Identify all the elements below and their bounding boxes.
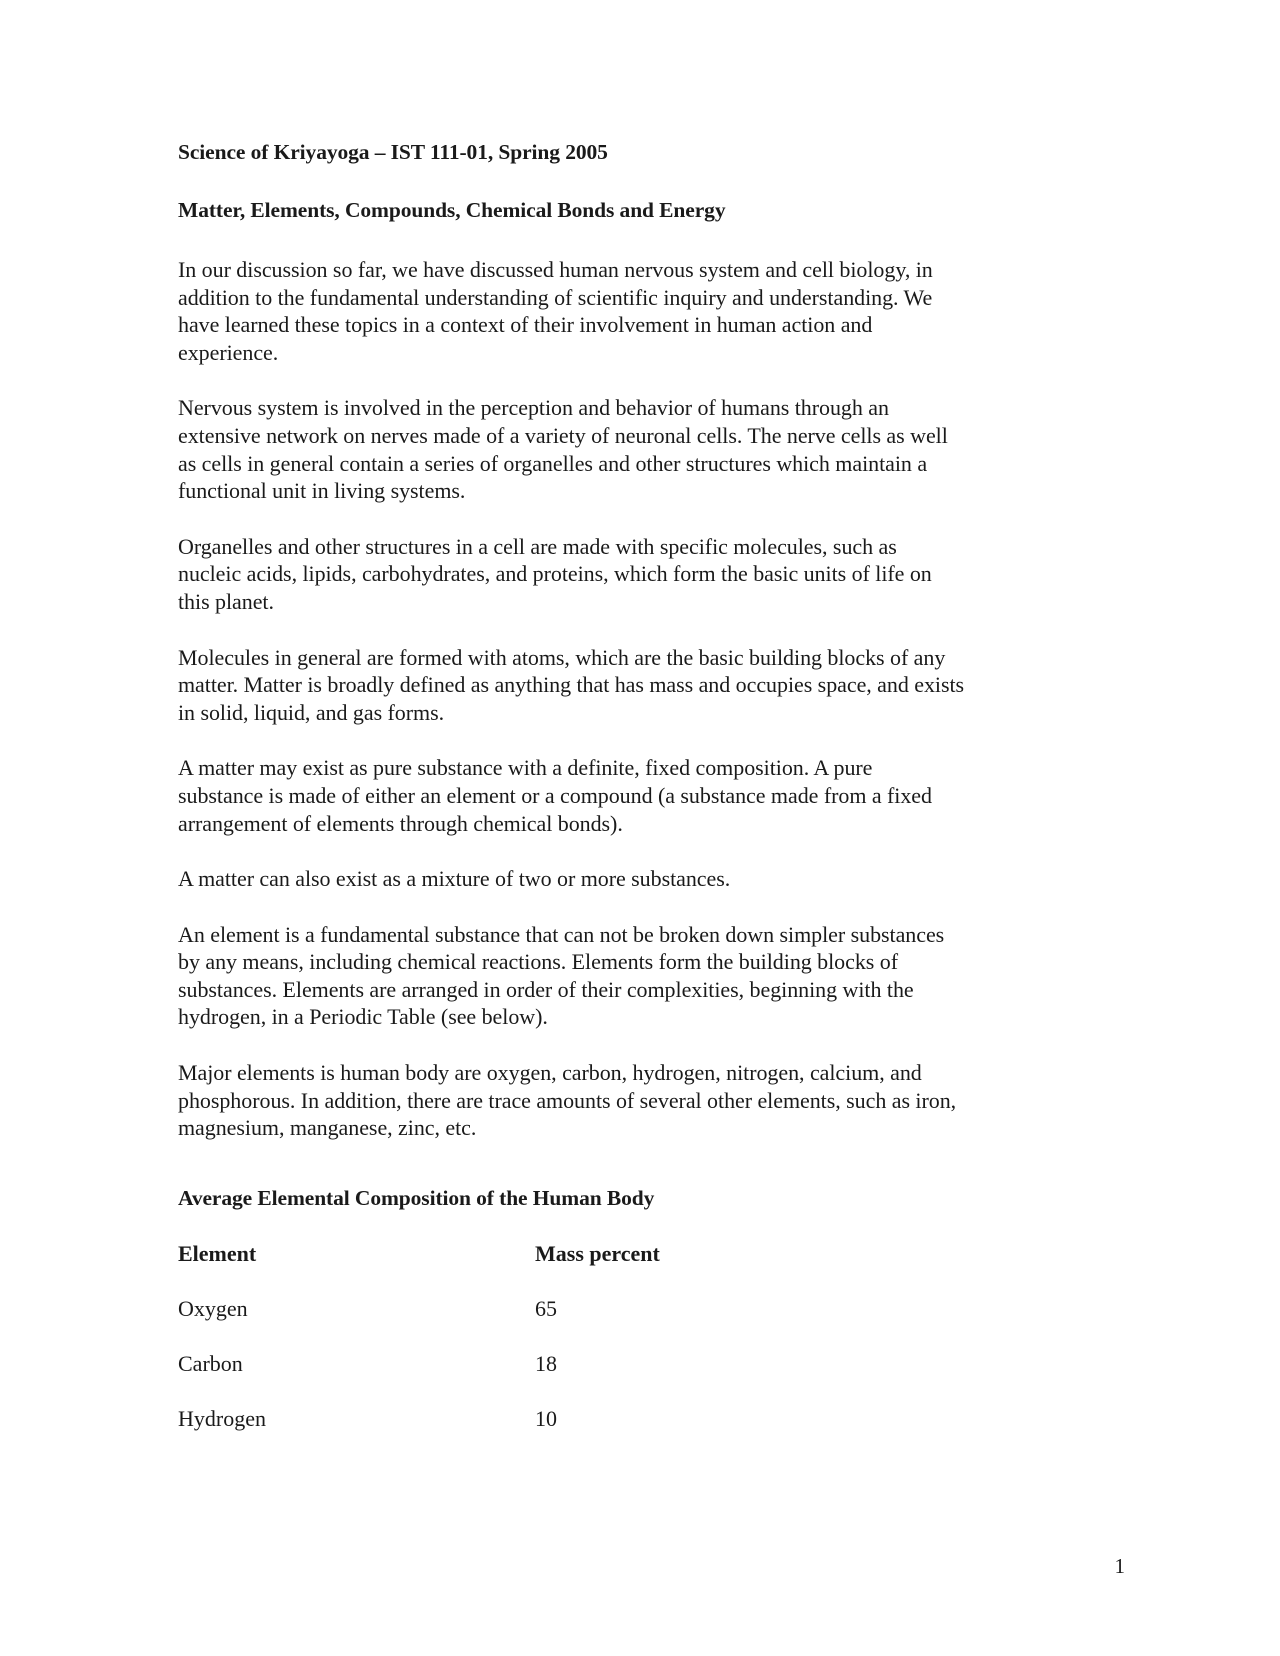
paragraph-line: matter. Matter is broadly defined as anything that has mass and occupies space, and exists [178, 672, 965, 698]
paragraph-8 [178, 1059, 1053, 1142]
paragraph-line: as cells in general contain a series of organelles and other structures which maintain a [178, 450, 928, 476]
cell-mass-percent: 18 [535, 1351, 557, 1377]
paragraph-line: functional unit in living systems. [178, 478, 466, 504]
paragraph-1 [178, 256, 1053, 366]
paragraph-line: Molecules in general are formed with atoms, which are the basic building blocks of any [178, 644, 946, 670]
paragraph-6 [178, 865, 1053, 893]
paragraph-line: in solid, liquid, and gas forms. [178, 699, 445, 725]
elemental-composition-table [178, 1240, 738, 1432]
table-row [178, 1405, 738, 1433]
paragraph-line: phosphorous. In addition, there are trace amounts of several other elements, such as iron, [178, 1087, 957, 1113]
paragraph-line: by any means, including chemical reactions. Elements form the building blocks of [178, 949, 898, 975]
column-header-element: Element [178, 1240, 257, 1266]
paragraph-3 [178, 533, 1053, 616]
paragraph-line: Organelles and other structures in a cell are made with specific molecules, such as [178, 533, 897, 559]
paragraph-line: addition to the fundamental understanding of scientific inquiry and understanding. We [178, 284, 933, 310]
paragraph-line: substances. Elements are arranged in order of their complexities, beginning with the [178, 976, 914, 1002]
paragraph-7 [178, 921, 1053, 1031]
cell-element: Oxygen [178, 1296, 248, 1322]
paragraph-line: arrangement of elements through chemical bonds). [178, 810, 623, 836]
cell-element: Hydrogen [178, 1405, 266, 1431]
paragraph-line: A matter can also exist as a mixture of two or more substances. [178, 866, 731, 892]
table-row [178, 1350, 738, 1378]
document-subtitle: Matter, Elements, Compounds, Chemical Bonds and Energy [178, 198, 726, 222]
cell-mass-percent: 10 [535, 1405, 557, 1431]
page-number: 1 [1114, 1554, 1125, 1578]
paragraph-line: have learned these topics in a context of their involvement in human action and [178, 312, 873, 338]
paragraph-2 [178, 394, 1053, 504]
paragraph-line: Nervous system is involved in the perception and behavior of humans through an [178, 395, 889, 421]
document-body [178, 138, 1053, 1459]
cell-mass-percent: 65 [535, 1296, 557, 1322]
paragraph-line: experience. [178, 339, 279, 365]
section-heading-composition: Average Elemental Composition of the Human Body [178, 1185, 655, 1210]
paragraph-line: A matter may exist as pure substance with a definite, fixed composition. A pure [178, 755, 873, 781]
paragraph-line: hydrogen, in a Periodic Table (see below). [178, 1004, 548, 1030]
cell-element: Carbon [178, 1351, 243, 1377]
table-header-row [178, 1240, 738, 1268]
paragraph-line: extensive network on nerves made of a variety of neuronal cells. The nerve cells as well [178, 422, 948, 448]
paragraph-line: In our discussion so far, we have discussed human nervous system and cell biology, in [178, 257, 933, 282]
paragraph-4 [178, 644, 1053, 727]
paragraph-line: An element is a fundamental substance that can not be broken down simpler substances [178, 921, 945, 947]
paragraph-line: magnesium, manganese, zinc, etc. [178, 1115, 477, 1141]
paragraph-line: Major elements is human body are oxygen, carbon, hydrogen, nitrogen, calcium, and [178, 1060, 922, 1086]
column-header-mass-percent: Mass percent [535, 1240, 660, 1266]
paragraph-line: nucleic acids, lipids, carbohydrates, and proteins, which form the basic units of life on [178, 561, 932, 587]
paragraph-line: this planet. [178, 588, 274, 614]
page-title: Science of Kriyayoga – IST 111-01, Spring 2005 [178, 140, 608, 164]
paragraph-5 [178, 754, 1053, 837]
table-row [178, 1295, 738, 1323]
paragraph-line: substance is made of either an element or a compound (a substance made from a fixed [178, 782, 932, 808]
